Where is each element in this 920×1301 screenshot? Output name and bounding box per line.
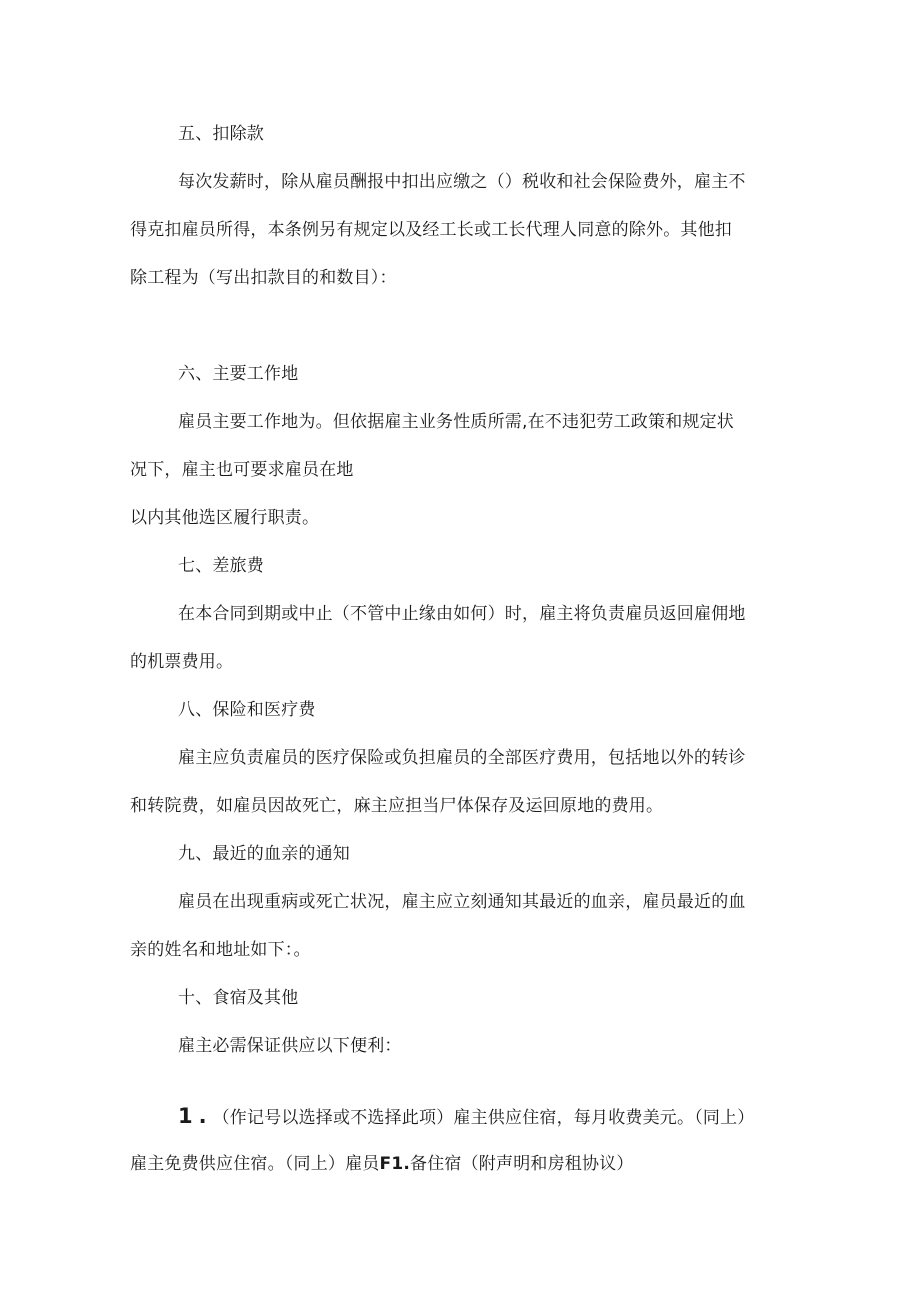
- paragraph-line: 以内其他选区履行职责。: [130, 508, 320, 528]
- paragraph-line: 和转院费，如雇员因故死亡，麻主应担当尸体保存及运回原地的费用。: [130, 796, 664, 816]
- section-heading-10: 十、食宿及其他: [178, 988, 299, 1008]
- section-heading-9: 九、最近的血亲的通知: [178, 844, 350, 864]
- section-heading-8: 八、保险和医疗费: [178, 700, 316, 720]
- paragraph-line: 雇主应负责雇员的医疗保险或负担雇员的全部医疗费用，包括地以外的转诊: [178, 748, 746, 768]
- paragraph-line: 的机票费用。: [130, 652, 234, 672]
- section-heading-5: 五、扣除款: [178, 124, 264, 144]
- section-heading-6: 六、主要工作地: [178, 364, 299, 384]
- paragraph-line: 得克扣雇员所得，本条例另有规定以及经工长或工长代理人同意的除外。其他扣: [130, 220, 732, 240]
- paragraph-line: 在本合同到期或中止（不管中止缘由如何）时，雇主将负责雇员返回雇佣地: [178, 604, 746, 624]
- list-item-number: 1.: [178, 1104, 213, 1128]
- paragraph-text: 备住宿（附声明和房租协议）: [410, 1154, 634, 1174]
- paragraph-line: 雇员在出现重病或死亡状况，雇主应立刻通知其最近的血亲，雇员最近的血: [178, 892, 746, 912]
- paragraph-line: 亲的姓名和地址如下：。: [130, 940, 311, 960]
- paragraph-line: 每次发薪时，除从雇员酬报中扣出应缴之（）税收和社会保险费外，雇主不: [178, 172, 746, 192]
- section-heading-7: 七、差旅费: [178, 556, 264, 576]
- paragraph-line: 况下，雇主也可要求雇员在地: [130, 460, 354, 480]
- paragraph-text: 雇主免费供应住宿。（同上）雇员: [130, 1154, 380, 1174]
- paragraph-line: [130, 1152, 634, 1176]
- paragraph-line: 除工程为（写出扣款目的和数目）：: [130, 268, 397, 288]
- list-item: [178, 1104, 755, 1130]
- paragraph-code: F1.: [379, 1154, 410, 1174]
- paragraph-line: 雇主必需保证供应以下便利：: [178, 1036, 402, 1056]
- list-item-text: （作记号以选择或不选择此项）雇主供应住宿，每月收费美元。（同上）: [212, 1108, 755, 1128]
- paragraph-line: 雇员主要工作地为。但依据雇主业务性质所需,在不违犯劳工政策和规定状: [178, 412, 735, 432]
